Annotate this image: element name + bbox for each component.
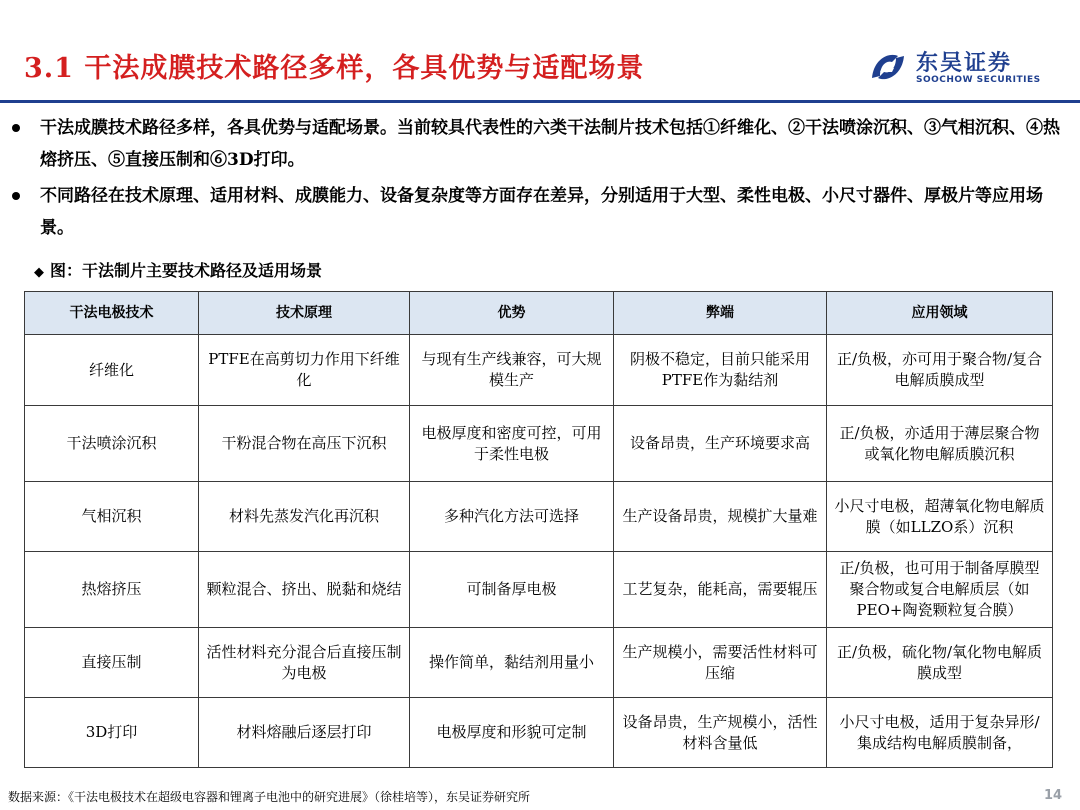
table-cell: 正/负极，硫化物/氧化物电解质膜成型	[827, 628, 1053, 698]
table-row	[25, 628, 1053, 698]
table-cell: 操作简单，黏结剂用量小	[410, 628, 614, 698]
table-cell: 阴极不稳定，目前只能采用PTFE作为黏结剂	[614, 335, 827, 406]
table-row	[25, 698, 1053, 768]
soochow-logo-icon	[868, 48, 908, 86]
header-divider	[0, 100, 1080, 103]
table-cell: 工艺复杂，能耗高，需要辊压	[614, 552, 827, 628]
bullet-text: 不同路径在技术原理、适用材料、成膜能力、设备复杂度等方面存在差异，分别适用于大型、柔性电极、小尺寸器件、厚极片等应用场景。	[40, 186, 1043, 238]
table-cell: 可制备厚电极	[410, 552, 614, 628]
figure-caption	[34, 258, 322, 281]
column-header: 应用领域	[827, 292, 1053, 335]
column-header: 技术原理	[199, 292, 410, 335]
table-row	[25, 552, 1053, 628]
bullet-list	[10, 112, 1060, 248]
table-cell: 与现有生产线兼容，可大规模生产	[410, 335, 614, 406]
table-row	[25, 335, 1053, 406]
table-cell: 材料先蒸发汽化再沉积	[199, 482, 410, 552]
table-cell: 材料熔融后逐层打印	[199, 698, 410, 768]
technology-table	[24, 291, 1053, 768]
table-row	[25, 482, 1053, 552]
bullet-item	[10, 180, 1060, 244]
bullet-item	[10, 112, 1060, 176]
table-cell: 电极厚度和形貌可定制	[410, 698, 614, 768]
table-cell: 生产规模小，需要活性材料可压缩	[614, 628, 827, 698]
table-cell: 纤维化	[25, 335, 199, 406]
page-number: 14	[1044, 788, 1063, 803]
table-cell: 小尺寸电极，超薄氧化物电解质膜（如LLZO系）沉积	[827, 482, 1053, 552]
column-header: 优势	[410, 292, 614, 335]
bullet-dot-icon	[12, 192, 20, 200]
page-title: 3.1 干法成膜技术路径多样，各具优势与适配场景	[24, 53, 645, 84]
table-cell: 小尺寸电极，适用于复杂异形/集成结构电解质膜制备，	[827, 698, 1053, 768]
table-cell: 颗粒混合、挤出、脱黏和烧结	[199, 552, 410, 628]
bullet-text: 干法成膜技术路径多样，各具优势与适配场景。当前较具代表性的六类干法制片技术包括①纤维化、②干法喷涂沉积、③气相沉积、④热熔挤压、⑤直接压制和⑥3D打印。	[40, 118, 1060, 170]
table-cell: 多种汽化方法可选择	[410, 482, 614, 552]
logo-chinese-name: 东吴证券	[916, 51, 1013, 76]
table-cell: 气相沉积	[25, 482, 199, 552]
table-cell: 电极厚度和密度可控，可用于柔性电极	[410, 406, 614, 482]
company-logo	[868, 46, 1048, 90]
figure-caption-text: 图：干法制片主要技术路径及适用场景	[50, 261, 323, 280]
diamond-icon: ◆	[34, 265, 44, 280]
table-cell: 正/负极，亦可用于聚合物/复合电解质膜成型	[827, 335, 1053, 406]
table-cell: 热熔挤压	[25, 552, 199, 628]
column-header: 弊端	[614, 292, 827, 335]
table-cell: 正/负极，亦适用于薄层聚合物或氧化物电解质膜沉积	[827, 406, 1053, 482]
table-cell: 直接压制	[25, 628, 199, 698]
logo-english-name: SOOCHOW SECURITIES	[916, 75, 1041, 85]
table-header-row	[25, 292, 1053, 335]
table-cell: 3D打印	[25, 698, 199, 768]
table-cell: 生产设备昂贵，规模扩大量难	[614, 482, 827, 552]
data-source-note: 数据来源：《干法电极技术在超级电容器和锂离子电池中的研究进展》（徐桂培等），东吴证券研究所	[8, 790, 531, 804]
table-cell: 活性材料充分混合后直接压制为电极	[199, 628, 410, 698]
bullet-dot-icon	[12, 124, 20, 132]
table-cell: 干粉混合物在高压下沉积	[199, 406, 410, 482]
table-row	[25, 406, 1053, 482]
column-header: 干法电极技术	[25, 292, 199, 335]
table-cell: 设备昂贵，生产环境要求高	[614, 406, 827, 482]
table-cell: PTFE在高剪切力作用下纤维化	[199, 335, 410, 406]
table-cell: 设备昂贵，生产规模小，活性材料含量低	[614, 698, 827, 768]
table-cell: 干法喷涂沉积	[25, 406, 199, 482]
table-cell: 正/负极，也可用于制备厚膜型聚合物或复合电解质层（如PEO+陶瓷颗粒复合膜）	[827, 552, 1053, 628]
